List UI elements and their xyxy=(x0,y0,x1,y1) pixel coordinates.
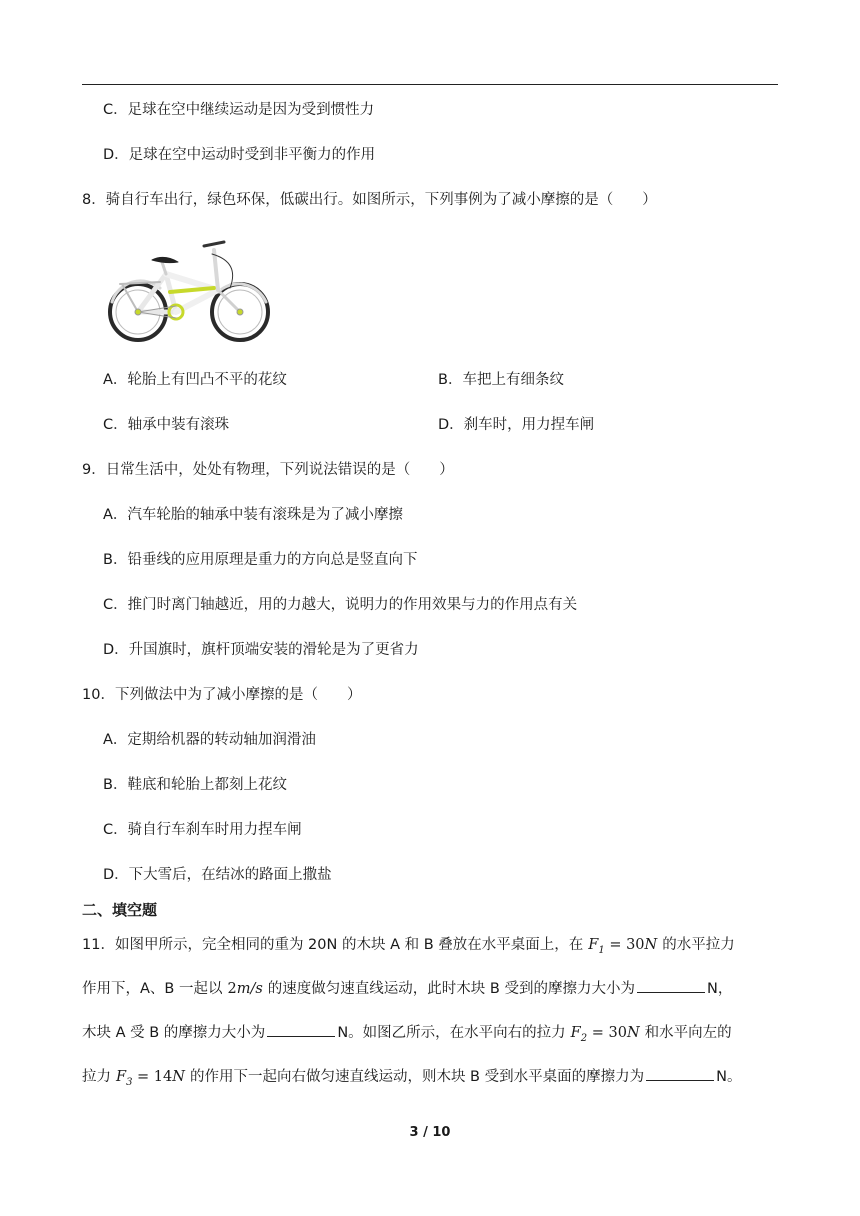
f2-formula: $F_2 = 30N$ xyxy=(570,1025,640,1044)
q8-option-a: A．轮胎上有凹凸不平的花纹 xyxy=(103,372,287,388)
q10-option-b: B．鞋底和轮胎上都刻上花纹 xyxy=(103,777,287,793)
header-rule xyxy=(82,84,778,85)
q11-line-3: 木块 A 受 B 的摩擦力大小为 N。如图乙所示，在水平向右的拉力 $F_2 = 30N$ 和水平向左的 xyxy=(82,1022,782,1050)
q10-stem: 10．下列做法中为了减小摩擦的是（ ） xyxy=(82,687,362,703)
answer-blank-3[interactable] xyxy=(646,1066,714,1081)
q8-option-d: D．刹车时，用力捏车闸 xyxy=(438,417,595,433)
answer-blank-1[interactable] xyxy=(637,978,705,993)
q8-option-c: C．轴承中装有滚珠 xyxy=(103,417,230,433)
q11-line-1: 11．如图甲所示，完全相同的重为 20N 的木块 A 和 B 叠放在水平桌面上，在 $F_1 = 30N$ 的水平拉力 xyxy=(82,937,735,956)
q10-option-d: D．下大雪后，在结冰的路面上撒盐 xyxy=(103,867,332,883)
q11-line-4: 拉力 $F_3 = 14N$ 的作用下一起向右做匀速直线运动，则木块 B 受到水平桌面的摩擦力为 N。 xyxy=(82,1066,782,1094)
f1-formula: $F_1 = 30N$ xyxy=(588,937,658,956)
q8-stem: 8．骑自行车出行，绿色环保，低碳出行。如图所示，下列事例为了减小摩擦的是（ ） xyxy=(82,192,657,208)
q8-option-b: B．车把上有细条纹 xyxy=(438,372,564,388)
answer-blank-2[interactable] xyxy=(267,1022,335,1037)
q9-option-b: B．铅垂线的应用原理是重力的方向总是竖直向下 xyxy=(103,552,418,568)
section-title-fill-in: 二、填空题 xyxy=(82,901,158,919)
q10-option-c: C．骑自行车刹车时用力捏车闸 xyxy=(103,822,302,838)
q7-option-c: C．足球在空中继续运动是因为受到惯性力 xyxy=(103,102,375,118)
q9-option-a: A．汽车轮胎的轴承中装有滚珠是为了减小摩擦 xyxy=(103,507,403,523)
q11-line-2: 作用下，A、B 一起以 2m/s 的速度做匀速直线运动，此时木块 B 受到的摩擦力大小为 N， xyxy=(82,978,782,1000)
page-number: 3 / 10 xyxy=(409,1125,451,1140)
q9-stem: 9．日常生活中，处处有物理，下列说法错误的是（ ） xyxy=(82,462,454,478)
speed-formula: 2m/s xyxy=(227,981,263,997)
bicycle-image xyxy=(100,232,272,352)
q9-option-d: D．升国旗时，旗杆顶端安装的滑轮是为了更省力 xyxy=(103,642,419,658)
q9-option-c: C．推门时离门轴越近，用的力越大，说明力的作用效果与力的作用点有关 xyxy=(103,597,578,613)
q7-option-d: D．足球在空中运动时受到非平衡力的作用 xyxy=(103,147,376,163)
f3-formula: $F_3 = 14N$ xyxy=(116,1069,185,1088)
q10-option-a: A．定期给机器的转动轴加润滑油 xyxy=(103,732,316,748)
